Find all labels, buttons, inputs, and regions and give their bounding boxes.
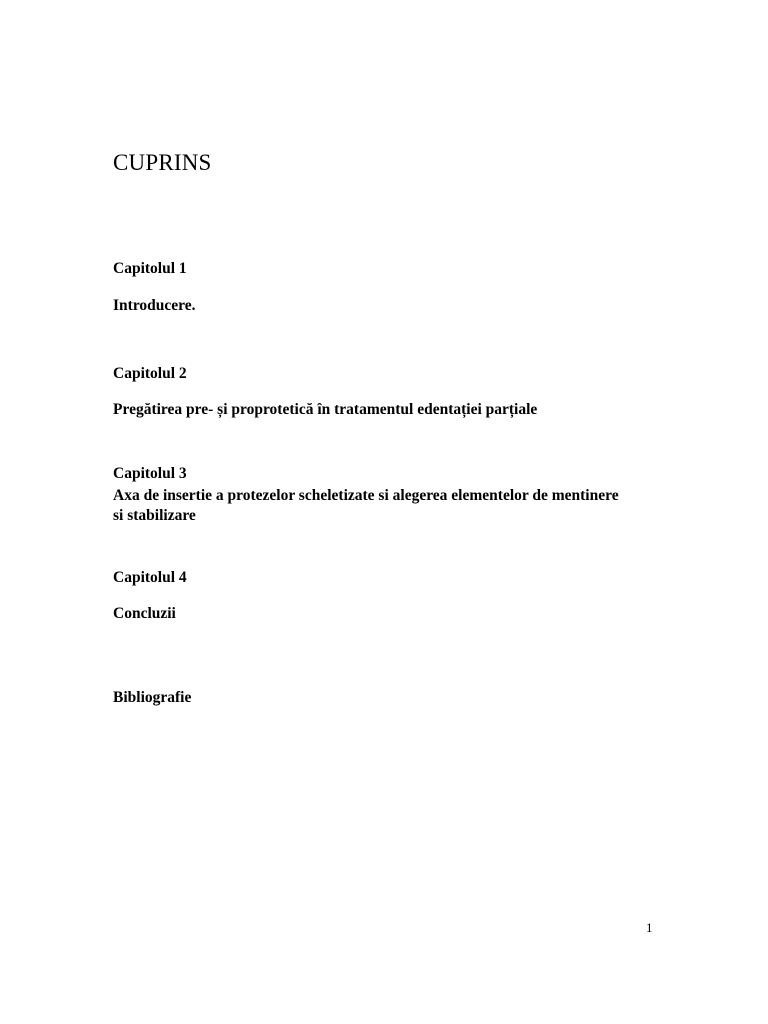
page-title: CUPRINS [113, 150, 212, 175]
page-number: 1 [646, 920, 653, 935]
chapter-2-heading: Capitolul 2 [113, 365, 187, 382]
chapter-4-heading: Capitolul 4 [113, 569, 187, 586]
chapter-3-title: Axa de insertie a protezelor scheletizate si alegerea elementelor de mentinere si stabilizare [113, 487, 619, 524]
bibliography-label: Bibliografie [113, 689, 192, 706]
chapter-3-heading: Capitolul 3 [113, 465, 187, 482]
chapter-1-heading: Capitolul 1 [113, 260, 187, 277]
chapter-2-title: Pregătirea pre- și proprotetică în tratamentul edentației parțiale [113, 401, 538, 418]
chapter-4-title: Concluzii [113, 605, 176, 622]
chapter-1-title: Introducere. [113, 297, 196, 314]
